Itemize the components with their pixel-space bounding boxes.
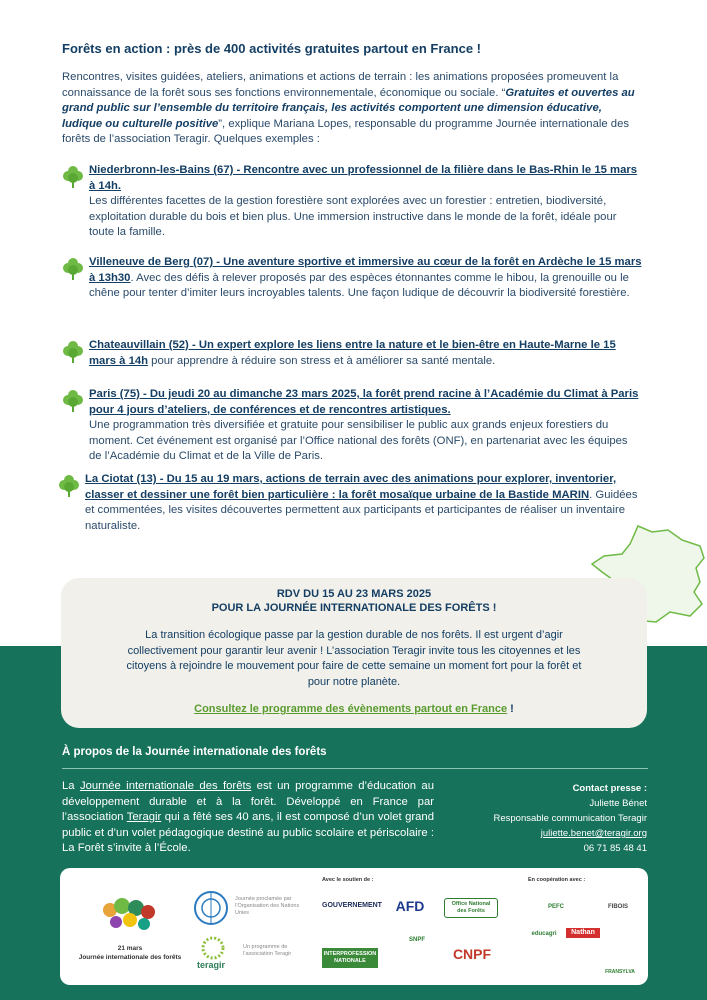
callout-title: POUR LA JOURNÉE INTERNATIONALE DES FORÊTS ! [211,602,497,614]
activity-item [62,163,642,241]
onf-logo: Office National des Forêts [444,898,498,918]
jif-date: 21 mars [117,945,143,952]
teragir-name: teragir [197,960,226,970]
intro-paragraph [62,70,644,148]
activity-description: . Avec des défis à relever proposés par des espèces étonnantes comme le hibou, la grenouille ou le chêne pour tenter d’imiter leurs incroyables talents. Une façon ludique de découvrir la biodiversité forestière. [89,271,630,299]
activity-description: pour apprendre à réduire son stress et à améliorer sa santé mentale. [148,354,496,367]
snpf-logo: SNPF [408,937,425,943]
activity-item [58,472,638,534]
callout-body: La transition écologique passe par la gestion durable de nos forêts. Il est urgent d’agir collectivement pour garantir leur avenir ! L’association Teragir invite tous les citoyennes et les citoyens à rejoindre le mouvement pour faire de cette semaine un moment fort pour la forêt et pour notre planète. [126,629,582,688]
program-link[interactable]: Consultez le programme des évènements partout en France [194,703,508,715]
divider [62,768,648,769]
contact-label: Contact presse : [572,783,647,794]
interprofession-logo: INTERPROFESSION NATIONALE [322,948,378,968]
tree-icon [62,255,84,281]
activity-description: . Guidées et commentées, les visites découvertes permettent aux participants et participantes de réaliser un inventaire naturaliste. [85,488,638,532]
contact-role: Responsable communication Teragir [493,813,647,824]
activity-title-link[interactable]: Paris (75) - Du jeudi 20 au dimanche 23 mars 2025, la forêt prend racine à l’Académie du Climat à Paris pour 4 jours d’ateliers, de conférences et de rencontres artistiques. [89,388,639,416]
callout-date: RDV DU 15 AU 23 MARS 2025 [276,588,432,600]
un-emblem-icon [193,890,229,926]
tree-icon [62,387,84,413]
about-text: est un programme d’éducation au développement durable et à la forêt. Développé en France par l’association [62,780,434,823]
activity-title-link[interactable]: Chateauvillain (52) - Un expert explore les liens entre la nature et le bien-être en Haute-Marne le 15 mars à 14h [89,339,616,367]
jif-link[interactable]: Journée internationale des forêts [79,780,252,792]
activity-title-link[interactable]: Villeneuve de Berg (07) - Une aventure sportive et immersive au cœur de la forêt en Ardèche le 15 mars à 13h30 [89,256,642,284]
tree-icon [62,163,84,189]
jif-logo [70,896,190,976]
about-text: La [62,780,80,792]
fransylva-logo: FRANSYLVA [605,969,635,975]
pefc-logo: PEFC [547,904,564,910]
tree-icon [62,338,84,364]
activity-description: Une programmation très diversifiée et gratuite pour sensibiliser le public aux grands enjeux forestiers du moment. Cet événement est organisé par l’Office national des forêts (ONF), en partenariat avec les équipes de l’Académie du Climat et de la Ville de Paris. [89,419,628,462]
link-suffix: ! [507,703,514,715]
activity-item [62,255,642,302]
about-text: qui a fêté ses 40 ans, il est composé d’un volet grand public et d’un volet pédagogique destiné au public scolaire et périscolaire : La Forêt s’invite à l’École. [62,811,434,854]
jif-name: Journée internationale des forêts [78,954,182,961]
fibois-logo: FIBOIS [607,904,628,910]
intro-quote: Gratuites et ouvertes au grand public sur l’ensemble du territoire français, les activités comportent une dimension éducative, ludique ou culturelle positive [62,86,635,130]
teragir-link[interactable]: Teragir [126,811,162,823]
cnpf-logo: CNPF [452,946,492,962]
about-title: À propos de la Journée internationale des forêts [62,746,327,758]
teragir-logo [193,936,303,976]
activity-description: Les différentes facettes de la gestion forestière sont explorées avec un forestier : entretien, biodiversité, exploitation durable du bois et bien plus. Une immersion instructive dans le monde de la forêt, idéale pour toute la famille. [89,195,617,238]
tree-icon [58,472,80,498]
un-caption: Journée proclamée par l’Organisation des Nations Unies [235,896,300,916]
intro-text: Rencontres, visites guidées, ateliers, animations et actions de terrain : les animations proposées promeuvent la connaissance de la forêt sous ses fonctions environnementale, économique ou sociale. “ [62,71,619,99]
intro-text-end: ”, explique Mariana Lopes, responsable du programme Journée internationale des forêts de l’association Teragir. Quelques exemples : [62,117,630,145]
partner-logos-panel [60,868,648,985]
nathan-logo: Nathan [566,928,600,938]
cooperation-label: En coopération avec : [528,877,586,883]
teragir-emblem-icon [193,936,233,962]
afd-logo: AFD [395,898,425,914]
support-label: Avec le soutien de : [322,877,374,883]
gouvernement-logo: GOUVERNEMENT [322,902,382,909]
activity-title-link[interactable]: La Ciotat (13) - Du 15 au 19 mars, actions de terrain avec des animations pour explorer, inventorier, classer et dessiner une forêt bien particulière : la forêt mosaïque urbaine de la Bastide MARIN [85,473,617,501]
teragir-caption: Un programme de l’association Teragir [243,944,292,957]
press-contact [494,781,648,856]
about-paragraph [62,779,434,857]
activity-item [62,338,642,369]
trees-logo-icon [100,896,160,938]
contact-email-link[interactable]: juliette.benet@teragir.org [540,828,647,839]
contact-phone: 06 71 85 48 41 [583,843,647,854]
event-callout-box [61,578,647,728]
un-logo [193,890,303,930]
educagri-logo: educagri [531,931,557,937]
contact-name: Juliette Bénet [589,798,647,809]
activity-title-link[interactable]: Niederbronn-les-Bains (67) - Rencontre avec un professionnel de la filière dans le Bas-Rhin le 15 mars à 14h. [89,164,638,192]
page-heading: Forêts en action : près de 400 activités gratuites partout en France ! [62,41,482,56]
activity-item [62,387,642,465]
